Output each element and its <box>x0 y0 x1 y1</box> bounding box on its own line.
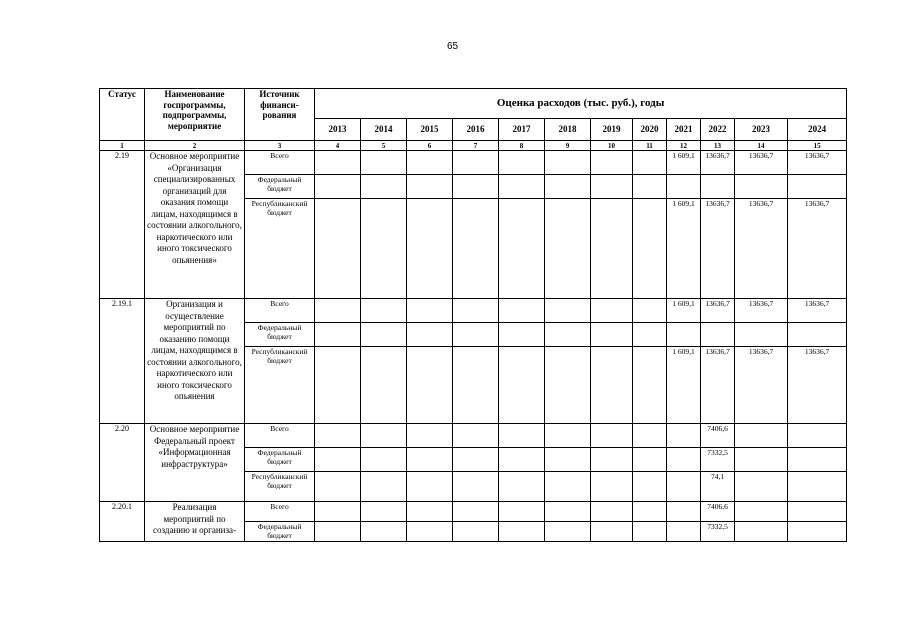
value-cell <box>499 347 545 424</box>
value-cell-2021 <box>667 472 701 502</box>
value-cell <box>453 199 499 299</box>
value-cell <box>407 522 453 542</box>
column-number: 11 <box>633 141 667 151</box>
value-cell-2021 <box>667 175 701 199</box>
value-cell <box>633 472 667 502</box>
value-cell-2023 <box>735 175 788 199</box>
header-estimate: Оценка расходов (тыс. руб.), годы <box>315 89 847 119</box>
column-number: 15 <box>788 141 847 151</box>
column-number: 13 <box>701 141 735 151</box>
value-cell <box>315 323 361 347</box>
table-row <box>100 299 847 323</box>
value-cell <box>407 175 453 199</box>
value-cell-2021: 1 609,1 <box>667 347 701 424</box>
row-source: Республиканский бюджет <box>245 472 315 502</box>
column-number: 14 <box>735 141 788 151</box>
value-cell <box>499 502 545 522</box>
value-cell-2022: 7332,5 <box>701 522 735 542</box>
value-cell <box>407 199 453 299</box>
value-cell <box>361 472 407 502</box>
header-year: 2021 <box>667 119 701 141</box>
header-year: 2024 <box>788 119 847 141</box>
value-cell-2023 <box>735 502 788 522</box>
value-cell <box>407 448 453 472</box>
column-number: 2 <box>145 141 245 151</box>
column-number: 1 <box>100 141 145 151</box>
row-source: Всего <box>245 299 315 323</box>
value-cell-2021: 1 609,1 <box>667 151 701 175</box>
value-cell <box>545 448 591 472</box>
value-cell <box>453 151 499 175</box>
value-cell <box>591 151 633 175</box>
value-cell <box>453 472 499 502</box>
value-cell <box>453 522 499 542</box>
value-cell <box>361 199 407 299</box>
value-cell-2022: 7406,6 <box>701 424 735 448</box>
value-cell-2024: 13636,7 <box>788 299 847 323</box>
value-cell-2022 <box>701 175 735 199</box>
value-cell <box>407 424 453 448</box>
header-year: 2018 <box>545 119 591 141</box>
expenses-table <box>99 88 847 542</box>
row-source: Республиканский бюджет <box>245 347 315 424</box>
value-cell-2021 <box>667 522 701 542</box>
value-cell <box>315 199 361 299</box>
value-cell-2023 <box>735 522 788 542</box>
value-cell <box>545 424 591 448</box>
value-cell-2023: 13636,7 <box>735 347 788 424</box>
row-source: Федеральный бюджет <box>245 522 315 542</box>
value-cell <box>591 347 633 424</box>
row-source: Всего <box>245 424 315 448</box>
value-cell-2024 <box>788 502 847 522</box>
value-cell <box>591 199 633 299</box>
value-cell <box>499 323 545 347</box>
row-name: Организация и осуществление мероприятий по оказанию помощи лицам, находящимся в состоянии алкогольного, наркотического или иного токсического опьянения <box>145 299 245 424</box>
header-year: 2014 <box>361 119 407 141</box>
value-cell-2024 <box>788 522 847 542</box>
header-name: Наименование госпрограммы, подпрограммы, мероприятие <box>145 89 245 141</box>
value-cell <box>453 502 499 522</box>
value-cell <box>545 175 591 199</box>
value-cell <box>453 175 499 199</box>
row-status: 2.20 <box>100 424 145 502</box>
table-row <box>100 424 847 448</box>
value-cell <box>407 323 453 347</box>
value-cell <box>633 199 667 299</box>
header-year: 2020 <box>633 119 667 141</box>
value-cell <box>315 347 361 424</box>
value-cell-2023: 13636,7 <box>735 151 788 175</box>
value-cell <box>545 323 591 347</box>
value-cell-2023 <box>735 472 788 502</box>
value-cell-2022: 13636,7 <box>701 151 735 175</box>
value-cell-2024: 13636,7 <box>788 347 847 424</box>
value-cell <box>633 522 667 542</box>
value-cell <box>633 448 667 472</box>
value-cell-2024 <box>788 323 847 347</box>
value-cell <box>453 424 499 448</box>
value-cell <box>545 199 591 299</box>
value-cell-2023: 13636,7 <box>735 299 788 323</box>
value-cell <box>545 522 591 542</box>
row-status: 2.19 <box>100 151 145 299</box>
value-cell <box>315 151 361 175</box>
row-source: Всего <box>245 151 315 175</box>
row-source: Федеральный бюджет <box>245 175 315 199</box>
header-year: 2016 <box>453 119 499 141</box>
value-cell <box>361 347 407 424</box>
value-cell <box>315 175 361 199</box>
value-cell-2021: 1 609,1 <box>667 299 701 323</box>
value-cell <box>499 175 545 199</box>
value-cell-2022: 7406,6 <box>701 502 735 522</box>
value-cell <box>453 347 499 424</box>
value-cell-2021 <box>667 502 701 522</box>
value-cell-2024 <box>788 424 847 448</box>
value-cell <box>499 522 545 542</box>
value-cell-2022: 7332,5 <box>701 448 735 472</box>
value-cell <box>361 323 407 347</box>
value-cell <box>407 502 453 522</box>
value-cell-2024: 13636,7 <box>788 199 847 299</box>
value-cell <box>315 502 361 522</box>
column-number: 4 <box>315 141 361 151</box>
table-row <box>100 502 847 522</box>
value-cell-2023 <box>735 323 788 347</box>
value-cell-2022 <box>701 323 735 347</box>
column-number: 8 <box>499 141 545 151</box>
value-cell <box>591 502 633 522</box>
column-number: 12 <box>667 141 701 151</box>
value-cell <box>407 347 453 424</box>
value-cell <box>591 323 633 347</box>
value-cell <box>453 299 499 323</box>
value-cell-2022: 13636,7 <box>701 347 735 424</box>
value-cell <box>361 151 407 175</box>
value-cell <box>499 199 545 299</box>
value-cell-2024 <box>788 175 847 199</box>
value-cell <box>499 424 545 448</box>
header-status: Статус <box>100 89 145 141</box>
row-source: Всего <box>245 502 315 522</box>
value-cell <box>591 522 633 542</box>
value-cell-2024: 13636,7 <box>788 151 847 175</box>
value-cell <box>407 151 453 175</box>
value-cell <box>633 347 667 424</box>
value-cell <box>591 424 633 448</box>
row-name: Основное мероприятие Федеральный проект «Информационная инфраструктура» <box>145 424 245 502</box>
value-cell <box>315 424 361 448</box>
header-year: 2015 <box>407 119 453 141</box>
header-year: 2023 <box>735 119 788 141</box>
value-cell <box>453 448 499 472</box>
value-cell <box>633 323 667 347</box>
column-number: 5 <box>361 141 407 151</box>
value-cell <box>633 299 667 323</box>
row-source: Федеральный бюджет <box>245 448 315 472</box>
row-status: 2.20.1 <box>100 502 145 542</box>
value-cell-2023 <box>735 424 788 448</box>
row-source: Республиканский бюджет <box>245 199 315 299</box>
value-cell <box>591 448 633 472</box>
value-cell <box>545 299 591 323</box>
column-number: 7 <box>453 141 499 151</box>
row-status: 2.19.1 <box>100 299 145 424</box>
value-cell-2023: 13636,7 <box>735 199 788 299</box>
value-cell <box>361 502 407 522</box>
value-cell <box>315 472 361 502</box>
value-cell <box>633 175 667 199</box>
value-cell <box>545 502 591 522</box>
value-cell <box>361 448 407 472</box>
column-number: 3 <box>245 141 315 151</box>
value-cell <box>499 299 545 323</box>
header-year: 2017 <box>499 119 545 141</box>
value-cell <box>545 151 591 175</box>
value-cell-2023 <box>735 448 788 472</box>
row-name: Реализация мероприятий по созданию и организа- <box>145 502 245 542</box>
value-cell-2021: 1 609,1 <box>667 199 701 299</box>
value-cell <box>315 522 361 542</box>
value-cell <box>591 299 633 323</box>
page-number: 65 <box>446 41 459 52</box>
value-cell <box>545 347 591 424</box>
value-cell <box>633 424 667 448</box>
row-source: Федеральный бюджет <box>245 323 315 347</box>
value-cell <box>591 175 633 199</box>
value-cell-2022: 74,1 <box>701 472 735 502</box>
value-cell <box>407 299 453 323</box>
value-cell <box>361 424 407 448</box>
value-cell <box>453 323 499 347</box>
value-cell <box>499 448 545 472</box>
value-cell-2021 <box>667 323 701 347</box>
value-cell <box>361 175 407 199</box>
value-cell <box>315 448 361 472</box>
row-name: Основное мероприятие «Организация специализированных организаций для оказания помощи лицам, находящимся в состоянии алкогольного, наркотического или иного токсического опьянения» <box>145 151 245 299</box>
value-cell <box>361 522 407 542</box>
value-cell <box>633 151 667 175</box>
value-cell <box>499 151 545 175</box>
value-cell <box>545 472 591 502</box>
column-number: 6 <box>407 141 453 151</box>
header-year: 2013 <box>315 119 361 141</box>
table-row <box>100 151 847 175</box>
value-cell-2022: 13636,7 <box>701 199 735 299</box>
header-year: 2019 <box>591 119 633 141</box>
value-cell-2021 <box>667 448 701 472</box>
header-source: Источник финанси-рования <box>245 89 315 141</box>
value-cell-2024 <box>788 472 847 502</box>
value-cell-2022: 13636,7 <box>701 299 735 323</box>
value-cell <box>499 472 545 502</box>
value-cell <box>633 502 667 522</box>
value-cell <box>591 472 633 502</box>
column-number: 10 <box>591 141 633 151</box>
value-cell <box>361 299 407 323</box>
value-cell <box>315 299 361 323</box>
header-year: 2022 <box>701 119 735 141</box>
value-cell <box>407 472 453 502</box>
column-number: 9 <box>545 141 591 151</box>
value-cell-2021 <box>667 424 701 448</box>
value-cell-2024 <box>788 448 847 472</box>
